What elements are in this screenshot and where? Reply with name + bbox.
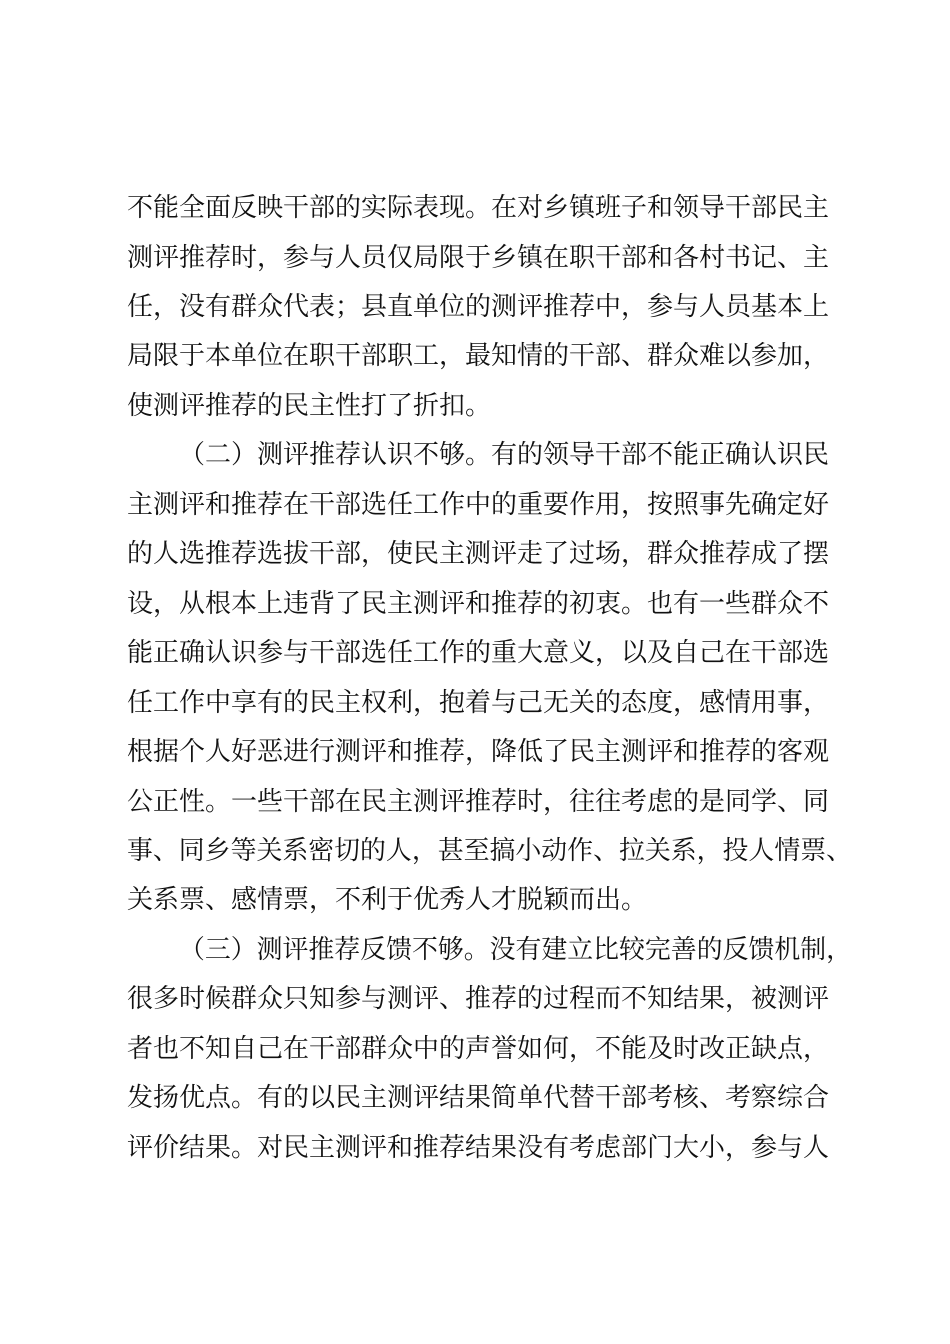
- section-heading-line: （二）测评推荐认识不够。有的领导干部不能正确认识民: [179, 440, 830, 470]
- paragraph-line: 发扬优点。有的以民主测评结果简单代替干部考核、考察综合: [127, 1083, 830, 1113]
- paragraph-line: 任，没有群众代表；县直单位的测评推荐中，参与人员基本上: [127, 292, 830, 322]
- paragraph-line: 事、同乡等关系密切的人，甚至搞小动作、拉关系，投人情票、: [127, 836, 853, 866]
- paragraph-line: 局限于本单位在职干部职工，最知情的干部、群众难以参加，: [127, 341, 830, 371]
- paragraph-line: 者也不知自己在干部群众中的声誉如何，不能及时改正缺点，: [127, 1034, 830, 1064]
- paragraph-line: 设，从根本上违背了民主测评和推荐的初衷。也有一些群众不: [127, 589, 830, 619]
- paragraph-line: 不能全面反映干部的实际表现。在对乡镇班子和领导干部民主: [127, 193, 830, 223]
- paragraph-line: 的人选推荐选拔干部，使民主测评走了过场，群众推荐成了摆: [127, 539, 830, 569]
- section-heading-line: （三）测评推荐反馈不够。没有建立比较完善的反馈机制，: [179, 935, 853, 965]
- paragraph-line: 使测评推荐的民主性打了折扣。: [127, 391, 492, 421]
- paragraph-line: 主测评和推荐在干部选任工作中的重要作用，按照事先确定好: [127, 490, 830, 520]
- paragraph-line: 评价结果。对民主测评和推荐结果没有考虑部门大小，参与人: [127, 1133, 830, 1163]
- paragraph-line: 很多时候群众只知参与测评、推荐的过程而不知结果，被测评: [127, 984, 830, 1014]
- paragraph-line: 测评推荐时，参与人员仅局限于乡镇在职干部和各村书记、主: [127, 243, 830, 273]
- paragraph-line: 任工作中享有的民主权利，抱着与己无关的态度，感情用事，: [127, 688, 830, 718]
- paragraph-line: 关系票、感情票，不利于优秀人才脱颖而出。: [127, 885, 648, 915]
- paragraph-line: 根据个人好恶进行测评和推荐，降低了民主测评和推荐的客观: [127, 737, 830, 767]
- paragraph-line: 公正性。一些干部在民主测评推荐时，往往考虑的是同学、同: [127, 787, 830, 817]
- paragraph-line: 能正确认识参与干部选任工作的重大意义，以及自己在干部选: [127, 638, 830, 668]
